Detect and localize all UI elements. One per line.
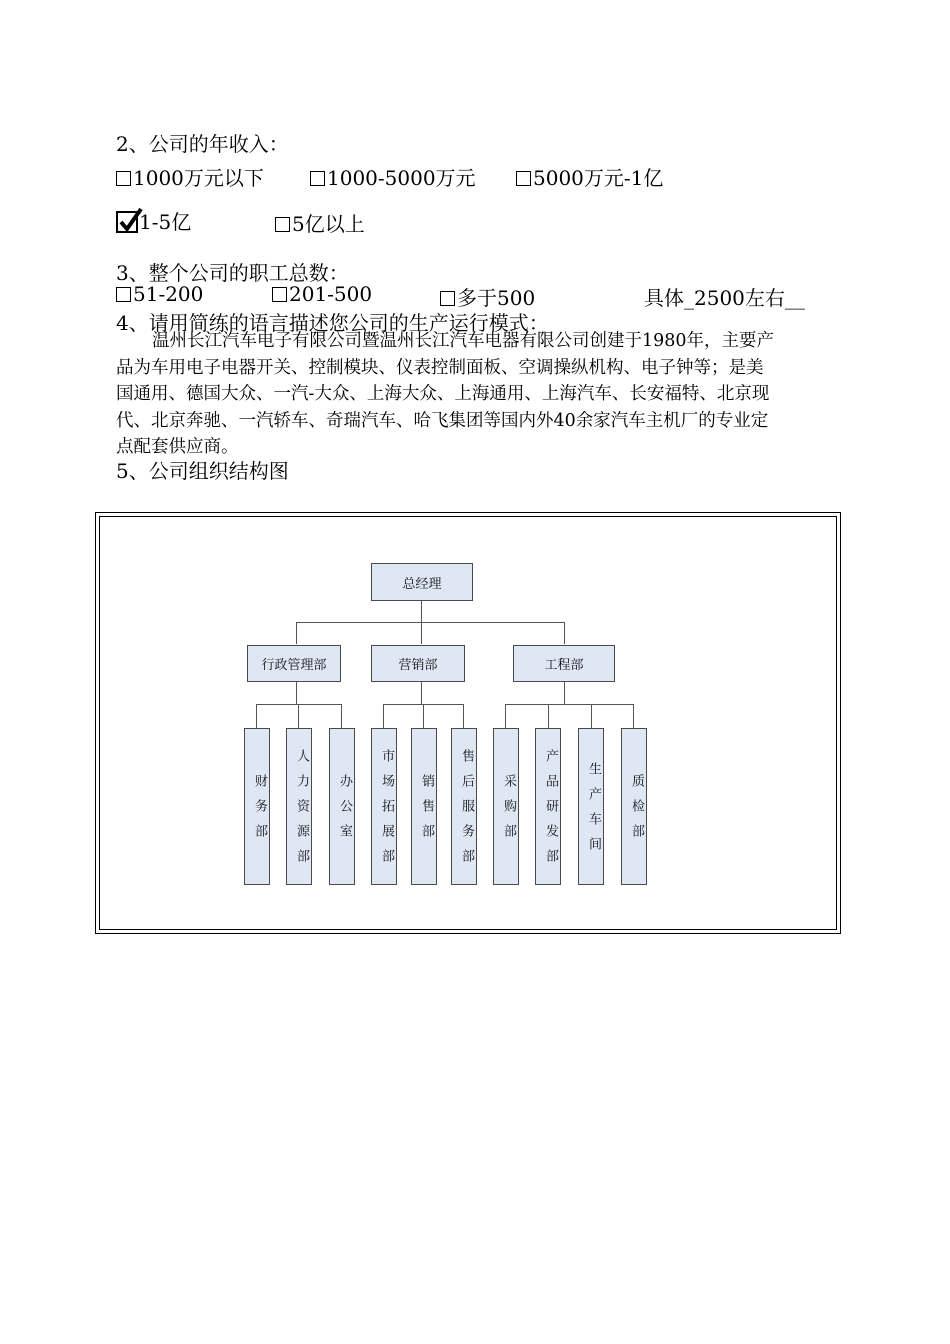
org-node-sub: 售后服务部: [451, 728, 477, 885]
org-node-sub: 产品研发部: [535, 728, 561, 885]
connector-line: [341, 704, 342, 728]
revenue-option-4[interactable]: [116, 206, 191, 235]
mode-description: [116, 328, 836, 461]
mode-line: 温州长江汽车电子有限公司暨温州长江汽车电器有限公司创建于1980年，主要产: [152, 331, 775, 351]
checkbox-empty-icon[interactable]: [440, 291, 455, 306]
staff-option-2[interactable]: [272, 282, 372, 306]
org-node-sub: 人力资源部: [286, 728, 312, 885]
revenue-option-label: 1-5亿: [139, 210, 192, 234]
connector-line: [633, 704, 634, 728]
staff-option-label: 201-500: [289, 282, 373, 306]
connector-line: [548, 704, 549, 728]
q4-title: 4、请用简练的语言描述您公司的生产运行模式：: [116, 311, 549, 335]
revenue-option-label: 1000万元以下: [133, 166, 264, 190]
connector-line: [421, 682, 422, 704]
revenue-option-label: 1000-5000万元: [327, 166, 476, 190]
checkbox-empty-icon[interactable]: [516, 171, 531, 186]
q5-title: 5、公司组织结构图: [116, 459, 289, 483]
mode-line: 国通用、德国大众、一汽-大众、上海大众、上海通用、上海汽车、长安福特、北京现: [116, 384, 770, 404]
checkbox-empty-icon[interactable]: [116, 287, 131, 302]
revenue-option-1[interactable]: [116, 162, 264, 191]
org-node-sub: 市场拓展部: [371, 728, 397, 885]
connector-line: [423, 704, 424, 728]
connector-line: [256, 704, 342, 705]
connector-line: [591, 704, 592, 728]
connector-line: [463, 704, 464, 728]
checkbox-empty-icon[interactable]: [310, 171, 325, 186]
org-node-sub: 生产车间: [578, 728, 604, 885]
checkbox-checked-icon[interactable]: [116, 211, 138, 233]
staff-option-label: 51-200: [133, 282, 204, 306]
checkbox-empty-icon[interactable]: [275, 217, 290, 232]
org-node-department: 行政管理部: [247, 645, 341, 682]
revenue-option-3[interactable]: [516, 162, 663, 191]
connector-line: [564, 622, 565, 644]
mode-line: 代、北京奔驰、一汽轿车、奇瑞汽车、哈飞集团等国内外40余家汽车主机厂的专业定: [116, 410, 769, 431]
connector-line: [505, 704, 634, 705]
org-node-sub: 质检部: [621, 728, 647, 885]
connector-line: [505, 704, 506, 728]
org-node-sub: 办公室: [329, 728, 355, 885]
org-node-root: 总经理: [371, 563, 473, 601]
staff-detail: 具体_2500左右__: [644, 286, 805, 310]
connector-line: [296, 622, 565, 623]
connector-line: [298, 704, 299, 728]
q2-title: 2、公司的年收入：: [116, 132, 289, 156]
connector-line: [421, 622, 422, 644]
org-node-sub: 财务部: [244, 728, 270, 885]
connector-line: [564, 682, 565, 704]
connector-line: [296, 682, 297, 704]
revenue-option-label: 5000万元-1亿: [533, 166, 664, 190]
revenue-option-5[interactable]: [275, 208, 365, 237]
connector-line: [383, 704, 384, 728]
revenue-option-2[interactable]: [310, 162, 476, 191]
q3-title: 3、整个公司的职工总数：: [116, 261, 349, 285]
connector-line: [421, 600, 422, 622]
mode-line: 点配套供应商。: [116, 437, 239, 457]
connector-line: [256, 704, 257, 728]
org-node-department: 营销部: [371, 645, 465, 682]
connector-line: [296, 622, 297, 644]
revenue-option-label: 5亿以上: [292, 212, 365, 236]
org-node-sub: 销售部: [411, 728, 437, 885]
staff-option-1[interactable]: [116, 282, 203, 306]
mode-line: 品为车用电子电器开关、控制模块、仪表控制面板、空调操纵机构、电子钟等；是美: [116, 357, 764, 378]
staff-option-label: 多于500: [457, 286, 536, 310]
checkbox-empty-icon[interactable]: [272, 287, 287, 302]
checkbox-empty-icon[interactable]: [116, 171, 131, 186]
org-node-department: 工程部: [513, 645, 615, 682]
org-node-sub: 采购部: [493, 728, 519, 885]
